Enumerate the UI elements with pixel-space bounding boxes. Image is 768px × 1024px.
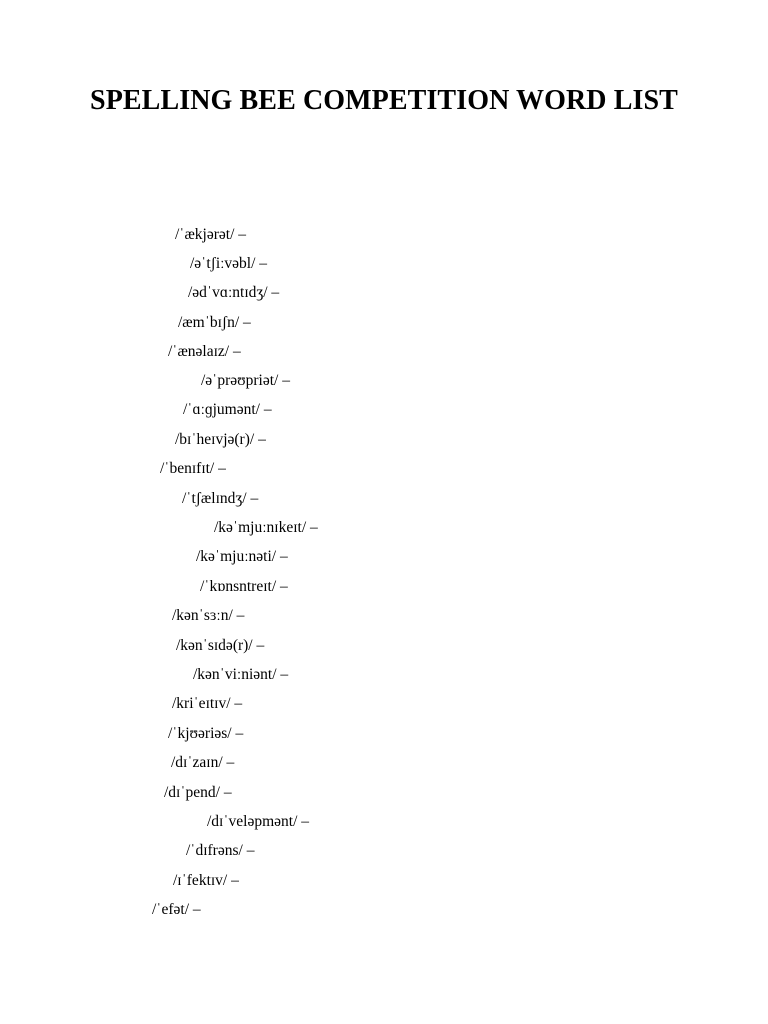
word-entry: /æmˈbɪʃn/ – [178,314,251,331]
word-entry: /dɪˈpend/ – [164,784,232,801]
word-entry: /bɪˈheɪvjə(r)/ – [175,431,266,448]
word-entry: /ˈɑːɡjumənt/ – [183,401,272,418]
word-entry: /ˈtʃælɪndʒ/ – [182,490,259,507]
word-entry: /kriˈeɪtɪv/ – [172,695,243,712]
word-entry: /kəˈmjuːnəti/ – [196,548,288,565]
word-entry: /kəˈmjuːnɪkeɪt/ – [214,519,318,536]
word-entry: /dɪˈveləpmənt/ – [207,813,310,830]
word-entry: /ˈefət/ – [152,901,201,918]
word-entry: /ˈkjʊəriəs/ – [168,725,244,742]
word-entry: /ədˈvɑːntɪdʒ/ – [188,284,280,301]
word-entry: /dɪˈzaɪn/ – [171,754,235,771]
word-entry: /ˈænəlaɪz/ – [168,343,241,360]
page-title: SPELLING BEE COMPETITION WORD LIST [90,85,678,116]
word-entry: /ˈbenɪfɪt/ – [160,460,226,477]
word-entry: /ɪˈfektɪv/ – [173,872,239,889]
word-entry: /əˈtʃiːvəbl/ – [190,255,268,272]
word-entry: /kənˈsɜːn/ – [172,607,245,624]
word-entry: /ˈkɒnsntreɪt/ – [200,578,288,595]
word-entry: /kənˈviːniənt/ – [193,666,289,683]
word-entry: /ˈækjərət/ – [175,226,247,243]
word-entry: /kənˈsɪdə(r)/ – [176,637,265,654]
word-entry: /əˈprəʊpriət/ – [201,372,290,389]
word-entry: /ˈdɪfrəns/ – [186,842,255,859]
